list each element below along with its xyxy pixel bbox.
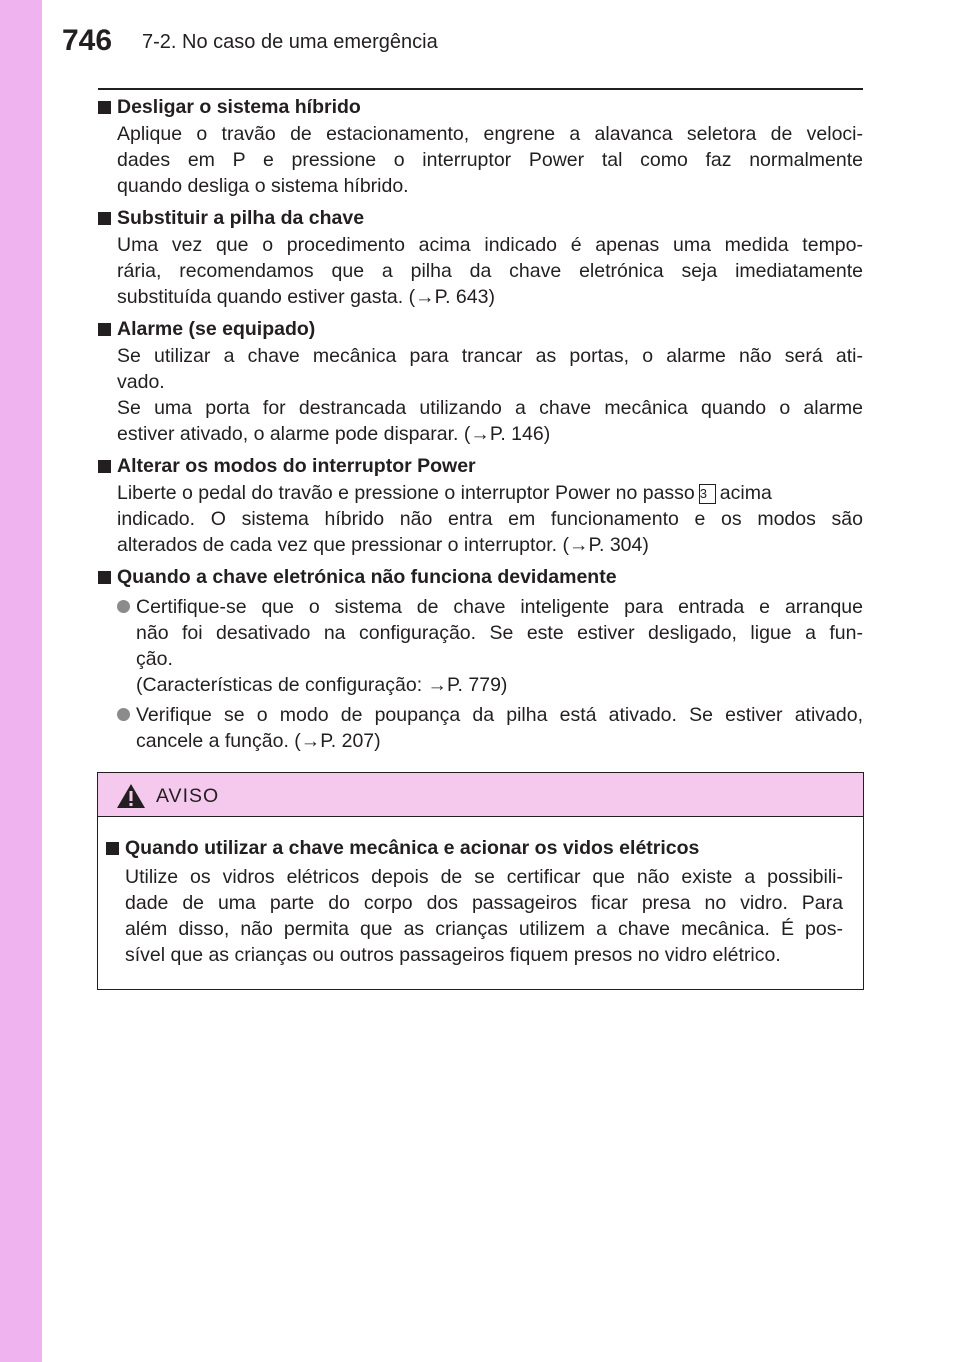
round-bullet-icon: [117, 600, 130, 613]
main-content: [98, 94, 863, 760]
warning-label: AVISO: [156, 785, 220, 807]
square-bullet-icon: [98, 323, 111, 336]
section-body: Liberte o pedal do travão e pressione o interruptor Power no passo 3 acima indicado. O sistema híbrido não entra em funcionamento e os modos são alterados de cada vez que pressionar o interruptor. (→P. 304): [117, 482, 863, 556]
section-title: Alterar os modos do interruptor Power: [117, 455, 476, 477]
step-reference-box: 3: [699, 484, 716, 504]
side-color-strip: [0, 0, 42, 1362]
chapter-title: 7-2. No caso de uma emergência: [142, 31, 438, 53]
section-alterar-modos: [98, 453, 863, 558]
section-alarme: [98, 316, 863, 447]
square-bullet-icon: [98, 571, 111, 584]
section-title: Alarme (se equipado): [117, 318, 316, 340]
round-bullet-icon: [117, 708, 130, 721]
section-desligar: [98, 94, 863, 199]
warning-box: [97, 772, 864, 990]
list-item: Certifique-se que o sistema de chave inteligente para entrada e arranque não foi desativado na configuração. Se este estiver desligado, ligue a fun- ção. (Características de configuração: →P. 779): [117, 594, 863, 698]
section-title: Desligar o sistema híbrido: [117, 96, 361, 118]
section-substituir-pilha: [98, 205, 863, 310]
warning-text: Utilize os vidros elétricos depois de se certificar que não existe a possibili- dade de uma parte do corpo dos passageiros ficar presa no vidro. Para além disso, não permita que as crianças utilizem a chave mecânica. É pos- sível que as crianças ou outros passageiros fiquem presos no vidro elétrico.: [125, 866, 843, 966]
warning-triangle-icon: [116, 783, 146, 809]
section-chave-eletronica: [98, 564, 863, 754]
header-divider: [98, 88, 863, 90]
section-title: Substituir a pilha da chave: [117, 207, 365, 229]
square-bullet-icon: [98, 212, 111, 225]
section-body: Aplique o travão de estacionamento, engrene a alavanca seletora de veloci- dades em P e pressione o interruptor Power tal como faz normalmente quando desliga o sistema híbrido.: [117, 123, 863, 197]
warning-body: [98, 817, 863, 968]
square-bullet-icon: [98, 460, 111, 473]
list-item: Verifique se o modo de poupança da pilha está ativado. Se estiver ativado, cancele a função. (→P. 207): [117, 702, 863, 754]
section-body: Se utilizar a chave mecânica para trancar as portas, o alarme não será ati- vado. Se uma porta for destrancada utilizando a chave mecânica quando o alarme estiver ativado, o alarme pode disparar. (→P. 146): [117, 345, 863, 445]
warning-title: Quando utilizar a chave mecânica e acionar os vidos elétricos: [125, 837, 700, 859]
square-bullet-icon: [106, 842, 119, 855]
page-number: 746: [62, 24, 113, 57]
section-body: Uma vez que o procedimento acima indicado é apenas uma medida tempo- rária, recomendamos que a pilha da chave eletrónica seja imediatamente substituída quando estiver gasta. (→P. 643): [117, 234, 863, 308]
square-bullet-icon: [98, 101, 111, 114]
warning-header: [98, 773, 863, 817]
section-title: Quando a chave eletrónica não funciona devidamente: [117, 566, 617, 588]
